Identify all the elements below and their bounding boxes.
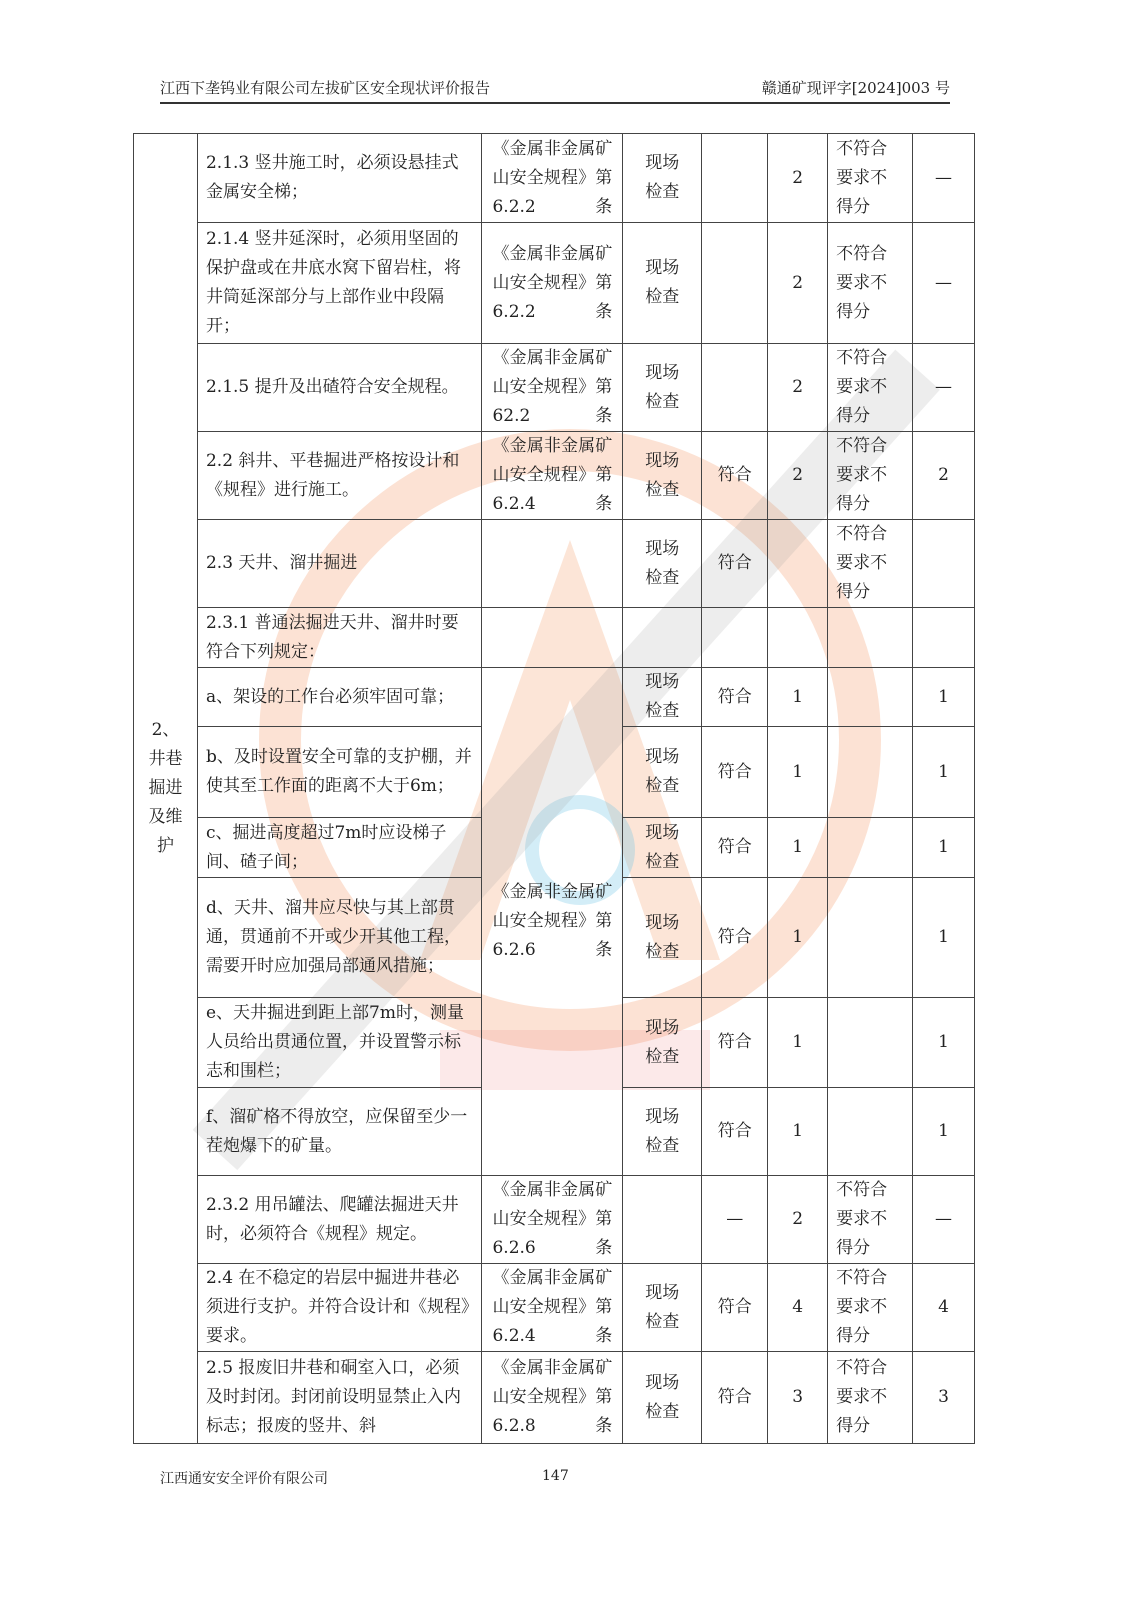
method-cell: 现场检查 xyxy=(623,878,702,998)
standard-score-cell: 1 xyxy=(768,1088,828,1176)
method-cell: 现场检查 xyxy=(623,223,702,344)
deduction-rule-cell xyxy=(828,608,913,668)
method-cell: 现场检查 xyxy=(623,818,702,878)
standard-score-cell: 1 xyxy=(768,668,828,727)
table-row xyxy=(134,668,975,727)
standard-score-cell: 1 xyxy=(768,878,828,998)
result-cell: 符合 xyxy=(702,1088,768,1176)
page-number: 147 xyxy=(542,1468,569,1484)
score-cell: 3 xyxy=(912,1352,974,1444)
score-cell: 1 xyxy=(912,727,974,818)
table-row xyxy=(134,1264,975,1352)
evaluation-table xyxy=(133,133,975,1444)
item-cell: a、架设的工作台必须牢固可靠； xyxy=(197,668,482,727)
method-cell: 现场检查 xyxy=(623,1264,702,1352)
item-cell: 2.4 在不稳定的岩层中掘进井巷必须进行支护。并符合设计和《规程》要求。 xyxy=(197,1264,482,1352)
deduction-rule-cell: 不符合要求不得分 xyxy=(828,1176,913,1264)
reference-cell: 《金属非金属矿山安全规程》第6.2.6条 xyxy=(482,668,623,1176)
result-cell xyxy=(702,344,768,432)
item-cell: c、掘进高度超过7m时应设梯子间、碴子间； xyxy=(197,818,482,878)
deduction-rule-cell: 不符合要求不得分 xyxy=(828,134,913,223)
item-cell: 2.3.2 用吊罐法、爬罐法掘进天井时，必须符合《规程》规定。 xyxy=(197,1176,482,1264)
item-cell: b、及时设置安全可靠的支护棚，并使其至工作面的距离不大于6m； xyxy=(197,727,482,818)
table-row xyxy=(134,1176,975,1264)
result-cell: 符合 xyxy=(702,1264,768,1352)
item-cell: 2.3.1 普通法掘进天井、溜井时要符合下列规定： xyxy=(197,608,482,668)
method-cell xyxy=(623,608,702,668)
item-cell: 2.1.4 竖井延深时，必须用坚固的保护盘或在井底水窝下留岩柱，将井筒延深部分与上部作业中段隔开； xyxy=(197,223,482,344)
method-cell: 现场检查 xyxy=(623,668,702,727)
item-cell: f、溜矿格不得放空，应保留至少一茬炮爆下的矿量。 xyxy=(197,1088,482,1176)
deduction-rule-cell xyxy=(828,818,913,878)
reference-cell xyxy=(482,520,623,608)
item-cell: e、天井掘进到距上部7m时，测量人员给出贯通位置，并设置警示标志和围栏； xyxy=(197,998,482,1088)
standard-score-cell: 1 xyxy=(768,818,828,878)
item-cell: 2.1.5 提升及出碴符合安全规程。 xyxy=(197,344,482,432)
standard-score-cell: 1 xyxy=(768,998,828,1088)
result-cell: 符合 xyxy=(702,878,768,998)
score-cell: 1 xyxy=(912,818,974,878)
deduction-rule-cell: 不符合要求不得分 xyxy=(828,344,913,432)
result-cell: 符合 xyxy=(702,727,768,818)
table-row xyxy=(134,608,975,668)
standard-score-cell: 2 xyxy=(768,1176,828,1264)
score-cell: — xyxy=(912,344,974,432)
deduction-rule-cell: 不符合要求不得分 xyxy=(828,223,913,344)
item-cell: 2.5 报废旧井巷和硐室入口，必须及时封闭。封闭前设明显禁止入内标志；报废的竖井、斜 xyxy=(197,1352,482,1444)
score-cell: — xyxy=(912,223,974,344)
result-cell xyxy=(702,223,768,344)
deduction-rule-cell xyxy=(828,998,913,1088)
deduction-rule-cell xyxy=(828,727,913,818)
method-cell xyxy=(623,1176,702,1264)
reference-cell: 《金属非金属矿山安全规程》第6.2.2条 xyxy=(482,134,623,223)
result-cell: 符合 xyxy=(702,432,768,520)
standard-score-cell xyxy=(768,520,828,608)
table-row xyxy=(134,1352,975,1444)
deduction-rule-cell: 不符合要求不得分 xyxy=(828,1352,913,1444)
method-cell: 现场检查 xyxy=(623,998,702,1088)
item-cell: 2.1.3 竖井施工时，必须设悬挂式金属安全梯； xyxy=(197,134,482,223)
score-cell: 4 xyxy=(912,1264,974,1352)
page-header xyxy=(160,78,950,104)
score-cell: — xyxy=(912,134,974,223)
standard-score-cell xyxy=(768,608,828,668)
score-cell: 1 xyxy=(912,998,974,1088)
score-cell: 1 xyxy=(912,1088,974,1176)
method-cell: 现场检查 xyxy=(623,344,702,432)
page-footer xyxy=(133,1468,975,1498)
result-cell: 符合 xyxy=(702,1352,768,1444)
result-cell xyxy=(702,134,768,223)
deduction-rule-cell xyxy=(828,878,913,998)
score-cell: 1 xyxy=(912,668,974,727)
item-cell: d、天井、溜井应尽快与其上部贯通，贯通前不开或少开其他工程，需要开时应加强局部通风措施； xyxy=(197,878,482,998)
method-cell: 现场检查 xyxy=(623,1088,702,1176)
table-row xyxy=(134,432,975,520)
result-cell: 符合 xyxy=(702,998,768,1088)
page-content xyxy=(133,133,975,1498)
score-cell: — xyxy=(912,1176,974,1264)
reference-cell: 《金属非金属矿山安全规程》第6.2.6条 xyxy=(482,1176,623,1264)
item-cell: 2.2 斜井、平巷掘进严格按设计和《规程》进行施工。 xyxy=(197,432,482,520)
item-cell: 2.3 天井、溜井掘进 xyxy=(197,520,482,608)
reference-cell xyxy=(482,608,623,668)
standard-score-cell: 4 xyxy=(768,1264,828,1352)
standard-score-cell: 2 xyxy=(768,223,828,344)
result-cell: 符合 xyxy=(702,818,768,878)
method-cell: 现场检查 xyxy=(623,432,702,520)
score-cell xyxy=(912,608,974,668)
reference-cell: 《金属非金属矿山安全规程》第6.2.8条 xyxy=(482,1352,623,1444)
table-row xyxy=(134,134,975,223)
table-row xyxy=(134,520,975,608)
standard-score-cell: 1 xyxy=(768,727,828,818)
deduction-rule-cell: 不符合要求不得分 xyxy=(828,432,913,520)
footer-company: 江西通安安全评价有限公司 xyxy=(160,1471,328,1487)
score-cell: 2 xyxy=(912,432,974,520)
deduction-rule-cell: 不符合要求不得分 xyxy=(828,1264,913,1352)
result-cell: 符合 xyxy=(702,520,768,608)
reference-cell: 《金属非金属矿山安全规程》第6.2.4条 xyxy=(482,1264,623,1352)
deduction-rule-cell xyxy=(828,1088,913,1176)
report-title: 江西下垄钨业有限公司左拔矿区安全现状评价报告 xyxy=(160,79,491,97)
standard-score-cell: 2 xyxy=(768,344,828,432)
score-cell: 1 xyxy=(912,878,974,998)
document-number: 赣通矿现评字[2024]003 号 xyxy=(761,79,950,97)
standard-score-cell: 2 xyxy=(768,134,828,223)
result-cell: — xyxy=(702,1176,768,1264)
method-cell: 现场检查 xyxy=(623,727,702,818)
standard-score-cell: 3 xyxy=(768,1352,828,1444)
reference-cell: 《金属非金属矿山安全规程》第62.2条 xyxy=(482,344,623,432)
deduction-rule-cell xyxy=(828,668,913,727)
category-cell: 2、井巷掘进及维护 xyxy=(134,134,198,1444)
table-row xyxy=(134,344,975,432)
method-cell: 现场检查 xyxy=(623,520,702,608)
method-cell: 现场检查 xyxy=(623,134,702,223)
result-cell: 符合 xyxy=(702,668,768,727)
method-cell: 现场检查 xyxy=(623,1352,702,1444)
reference-cell: 《金属非金属矿山安全规程》第6.2.2条 xyxy=(482,223,623,344)
reference-cell: 《金属非金属矿山安全规程》第6.2.4条 xyxy=(482,432,623,520)
score-cell xyxy=(912,520,974,608)
deduction-rule-cell: 不符合要求不得分 xyxy=(828,520,913,608)
result-cell xyxy=(702,608,768,668)
standard-score-cell: 2 xyxy=(768,432,828,520)
table-row xyxy=(134,223,975,344)
